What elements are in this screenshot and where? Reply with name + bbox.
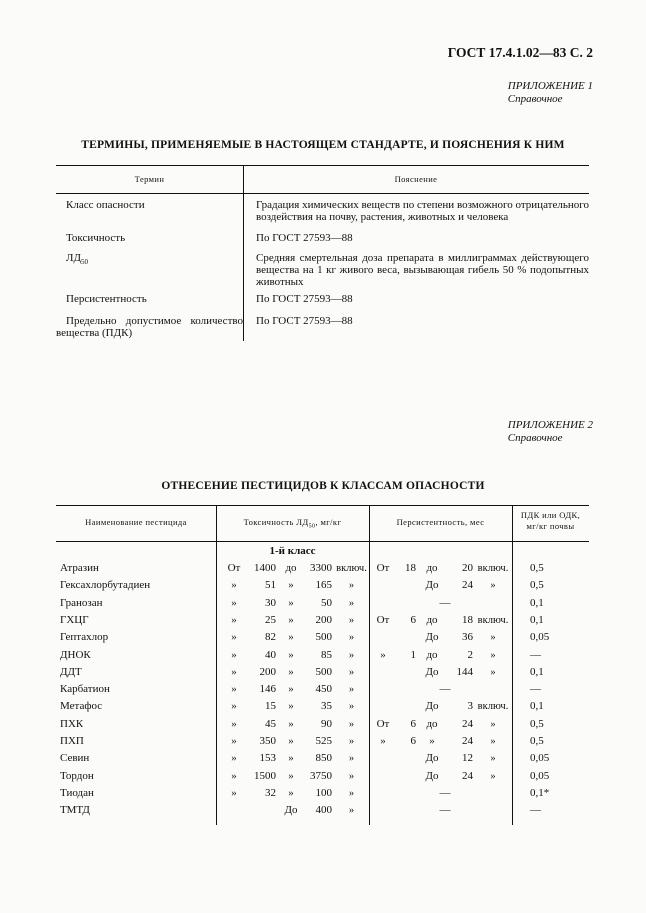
tox-from: » xyxy=(231,596,237,609)
tox-min: 15 xyxy=(265,700,276,713)
tox-from: » xyxy=(231,683,237,696)
tox-incl: » xyxy=(348,787,355,799)
tox-max: 100 xyxy=(315,786,332,799)
pers-to: До xyxy=(425,665,439,678)
pers-incl: включ. xyxy=(477,701,509,713)
pers-max: — xyxy=(439,786,451,799)
tox-min: 45 xyxy=(265,717,276,730)
tox-to: » xyxy=(288,613,294,626)
tox-max: 850 xyxy=(315,752,332,765)
appendix1-label: ПРИЛОЖЕНИЕ 1 xyxy=(507,80,593,92)
appendix2-sub: Справочное xyxy=(507,432,563,444)
terms-table-top-rule xyxy=(56,165,589,166)
tox-incl: » xyxy=(348,597,355,609)
document-code: ГОСТ 17.4.1.02—83 С. 2 xyxy=(447,45,593,60)
pers-from: От xyxy=(376,717,390,730)
pers-max: 12 xyxy=(462,752,473,765)
pers-incl: » xyxy=(490,753,496,765)
tox-min: 30 xyxy=(265,596,276,609)
pers-min: 18 xyxy=(405,562,416,574)
tox-to: » xyxy=(288,752,294,765)
pers-max: 3 xyxy=(467,700,473,713)
pesticide-name: Тордон xyxy=(60,769,94,782)
tox-max: 450 xyxy=(315,683,332,696)
pesticide-name: Гексахлорбутадиен xyxy=(60,579,151,592)
pesticide-name: ТМТД xyxy=(60,804,90,817)
pdk-value: 0,5 xyxy=(530,579,544,592)
tox-min: 32 xyxy=(265,786,276,799)
tox-from: » xyxy=(231,717,237,730)
pers-to: до xyxy=(426,648,438,661)
tox-to: » xyxy=(288,735,294,747)
pers-min: 1 xyxy=(410,648,416,661)
tox-from: » xyxy=(231,786,237,799)
tox-min: 40 xyxy=(265,648,276,661)
tox-incl: включ. xyxy=(336,563,367,574)
pesticide-name: Гранозан xyxy=(60,596,103,609)
tox-incl: » xyxy=(348,580,355,592)
pesticide-name: ГХЦГ xyxy=(60,613,89,626)
pers-min: 6 xyxy=(410,735,416,747)
terms-col-term: Термин xyxy=(134,174,165,184)
pdk-value: 0,5 xyxy=(530,717,544,730)
tox-min: 200 xyxy=(259,665,276,678)
tox-min: 350 xyxy=(259,735,276,747)
tox-to: до xyxy=(285,562,297,574)
pers-max: — xyxy=(439,596,451,609)
term-pdk: Предельно допустимое количество вещества (ПДК) xyxy=(56,315,243,339)
pdk-value: 0,05 xyxy=(530,769,550,782)
pers-max: 36 xyxy=(462,631,473,644)
tox-from: » xyxy=(231,648,237,661)
pdk-value: 0,1 xyxy=(530,613,544,626)
pest-table-divider-3 xyxy=(512,505,513,825)
pdk-value: — xyxy=(530,804,541,817)
appendix2-title: ОТНЕСЕНИЕ ПЕСТИЦИДОВ К КЛАССАМ ОПАСНОСТИ xyxy=(161,480,485,492)
pers-min: 6 xyxy=(410,613,416,626)
tox-max: 500 xyxy=(315,631,332,644)
pest-col-toxicity: Токсичность $ЛД_{50}$, мг/кг xyxy=(243,517,342,530)
appendix2-label-block xyxy=(508,419,593,445)
pesticide-name: Севин xyxy=(60,752,90,765)
pdk-value: 0,1* xyxy=(530,786,550,799)
pdk-value: 0,1 xyxy=(530,700,544,713)
tox-incl: » xyxy=(348,614,355,626)
pers-to: До xyxy=(425,579,439,592)
pdk-value: 0,05 xyxy=(530,752,550,765)
tox-max: 3300 xyxy=(310,562,332,574)
tox-incl: » xyxy=(348,718,355,730)
pesticide-name: ДНОК xyxy=(60,648,91,661)
tox-from: » xyxy=(231,665,237,678)
term-persistence: Персистентность xyxy=(66,293,147,305)
tox-from: » xyxy=(231,735,237,747)
pesticide-name: ПХП xyxy=(60,735,84,747)
tox-incl: » xyxy=(348,753,355,765)
tox-min: 82 xyxy=(265,631,276,644)
pers-to: » xyxy=(429,735,435,747)
pers-incl: включ. xyxy=(477,614,509,626)
tox-max: 85 xyxy=(321,648,332,661)
tox-from: » xyxy=(231,631,237,644)
pest-col-pdk: ПДК или ОДК, мг/кг почвы xyxy=(520,510,581,531)
tox-to: » xyxy=(288,631,294,644)
pers-max: — xyxy=(439,683,451,696)
def-toxicity: По ГОСТ 27593—88 xyxy=(256,232,353,244)
appendix2-label: ПРИЛОЖЕНИЕ 2 xyxy=(507,419,593,431)
pers-to: До xyxy=(425,700,439,713)
tox-min: 1500 xyxy=(254,769,276,782)
pesticide-name: Атразин xyxy=(60,562,99,574)
tox-from: » xyxy=(231,700,237,713)
class-1-label: 1-й класс xyxy=(269,545,316,557)
def-ld50: Средняя смертельная доза препарата в миллиграммах действующего вещества на 1 кг живого веса, вызывающая гибель 50 % подопытных животных xyxy=(256,252,589,288)
tox-min: 25 xyxy=(265,613,276,626)
pers-incl: включ. xyxy=(477,563,509,574)
pers-to: до xyxy=(426,717,438,730)
pers-max: 20 xyxy=(462,562,473,574)
tox-max: 3750 xyxy=(310,769,332,782)
appendix1-label-block xyxy=(508,80,593,106)
pdk-value: 0,1 xyxy=(530,665,544,678)
pdk-value: 0,1 xyxy=(530,596,544,609)
pers-incl: » xyxy=(490,580,496,592)
tox-max: 165 xyxy=(315,579,332,592)
pers-from: » xyxy=(380,735,386,747)
pesticide-name: Карбатион xyxy=(60,683,110,696)
tox-incl: » xyxy=(348,649,355,661)
pers-max: — xyxy=(439,804,451,817)
term-toxicity: Токсичность xyxy=(66,232,126,244)
def-hazard-class: Градация химических веществ по степени возможного отрицательного воздействия на почву, растения, животных и человека xyxy=(256,199,589,223)
pesticide-name: ДДТ xyxy=(60,665,82,678)
tox-min: 51 xyxy=(265,579,276,592)
pers-to: до xyxy=(426,562,438,574)
pest-table-header-rule xyxy=(56,541,589,542)
tox-to: » xyxy=(288,596,294,609)
pers-max: 144 xyxy=(456,665,473,678)
tox-to: » xyxy=(288,700,294,713)
tox-min: 146 xyxy=(259,683,276,696)
tox-max: 525 xyxy=(315,735,332,747)
appendix1-title: ТЕРМИНЫ, ПРИМЕНЯЕМЫЕ В НАСТОЯЩЕМ СТАНДАРТЕ, И ПОЯСНЕНИЯ К НИМ xyxy=(81,139,565,151)
pers-max: 24 xyxy=(462,769,473,782)
pers-to: До xyxy=(425,631,439,644)
pers-incl: » xyxy=(490,632,496,644)
tox-to: » xyxy=(288,683,294,696)
pers-max: 18 xyxy=(462,613,473,626)
tox-max: 90 xyxy=(321,717,332,730)
tox-from: » xyxy=(231,613,237,626)
tox-incl: » xyxy=(348,770,355,782)
pers-incl: » xyxy=(490,666,496,678)
terms-table-header-rule xyxy=(56,193,589,194)
tox-min: 1400 xyxy=(254,562,276,574)
pers-max: 24 xyxy=(462,717,473,730)
pest-col-persistence: Персистентность, мес xyxy=(396,517,485,527)
tox-from: » xyxy=(231,579,237,592)
pers-to: До xyxy=(425,769,439,782)
term-ld50: $ЛД_{50}$ xyxy=(66,252,88,267)
tox-to: » xyxy=(288,579,294,592)
tox-incl: » xyxy=(348,684,355,696)
tox-from: » xyxy=(231,752,237,765)
pers-min: 6 xyxy=(410,717,416,730)
pdk-value: 0,05 xyxy=(530,631,550,644)
pest-table-top-rule xyxy=(56,505,589,506)
pers-to: до xyxy=(426,613,438,626)
pers-incl: » xyxy=(490,736,496,747)
pest-table-divider-2 xyxy=(369,505,370,825)
terms-table-divider xyxy=(243,165,244,341)
tox-max: 400 xyxy=(315,804,332,817)
pers-from: » xyxy=(380,648,386,661)
pdk-value: 0,5 xyxy=(530,735,544,747)
pest-col-name: Наименование пестицида xyxy=(85,517,187,527)
tox-to: » xyxy=(288,665,294,678)
pers-from: От xyxy=(376,562,390,574)
tox-from: От xyxy=(227,562,241,574)
pesticide-name: ПХК xyxy=(60,717,84,730)
tox-to: » xyxy=(288,786,294,799)
tox-to: » xyxy=(288,717,294,730)
pers-max: 24 xyxy=(462,735,473,747)
tox-max: 35 xyxy=(321,700,332,713)
pers-from: От xyxy=(376,613,390,626)
pers-incl: » xyxy=(490,649,496,661)
pers-incl: » xyxy=(490,718,496,730)
pers-max: 2 xyxy=(467,648,473,661)
pesticide-name: Гептахлор xyxy=(60,631,109,644)
pesticide-name: Метафос xyxy=(60,700,103,713)
appendix1-sub: Справочное xyxy=(507,93,563,105)
tox-to: » xyxy=(288,648,294,661)
def-pdk: По ГОСТ 27593—88 xyxy=(256,315,353,327)
terms-col-explanation: Пояснение xyxy=(394,174,438,184)
tox-incl: » xyxy=(348,632,355,644)
tox-to: До xyxy=(284,804,298,817)
def-persistence: По ГОСТ 27593—88 xyxy=(256,293,353,305)
tox-incl: » xyxy=(348,666,355,678)
pdk-value: — xyxy=(530,648,541,661)
tox-from: » xyxy=(231,769,237,782)
pdk-value: 0,5 xyxy=(530,562,544,574)
tox-to: » xyxy=(288,769,294,782)
tox-incl: » xyxy=(348,701,355,713)
tox-max: 500 xyxy=(315,665,332,678)
pers-incl: » xyxy=(490,770,496,782)
tox-incl: » xyxy=(348,805,355,817)
tox-max: 50 xyxy=(321,596,332,609)
pdk-value: — xyxy=(530,683,541,696)
pers-to: До xyxy=(425,752,439,765)
tox-max: 200 xyxy=(315,613,332,626)
pers-max: 24 xyxy=(462,579,473,592)
tox-min: 153 xyxy=(259,752,276,765)
tox-incl: » xyxy=(348,736,355,747)
term-hazard-class: Класс опасности xyxy=(66,199,145,211)
pesticide-name: Тиодан xyxy=(60,786,94,799)
